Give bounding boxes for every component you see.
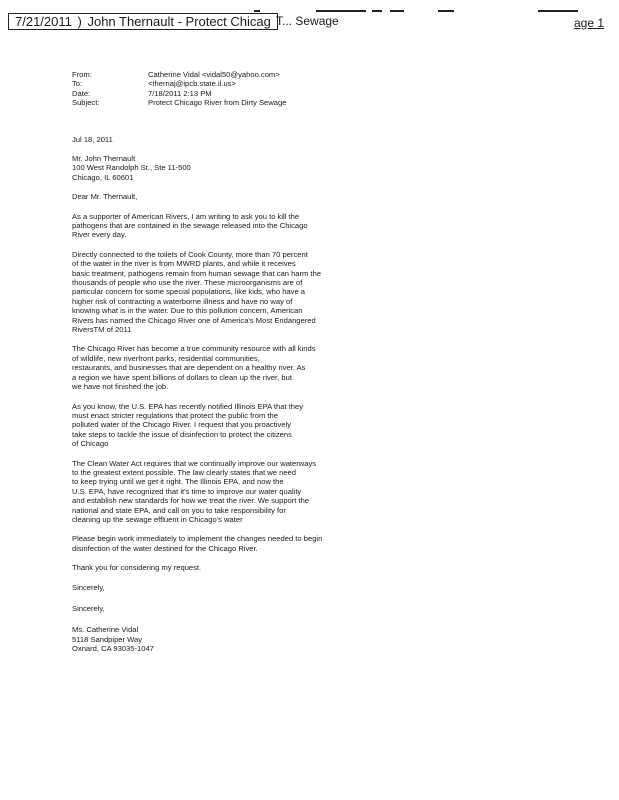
fax-mark <box>538 10 578 12</box>
body-line: cleaning up the sewage effluent in Chicago's water <box>72 514 243 524</box>
fax-date: 7/21/2011 <box>15 14 72 29</box>
paragraph-5 <box>72 459 372 525</box>
meta-key: Date: <box>72 88 91 98</box>
body-line: RiversTM of 2011 <box>72 325 132 335</box>
body-line: restaurants, and businesses that are dependent on a healthy river. As <box>72 363 306 373</box>
body-line: national and state EPA, and call on you to take responsibility for <box>72 505 286 515</box>
recipient-address <box>72 154 372 182</box>
body-line: and establish new standards for how we treat the river. We support the <box>72 496 310 506</box>
letter-date: Jul 18, 2011 <box>72 134 113 144</box>
salutation: Dear Mr. Thernault, <box>72 192 138 202</box>
meta-value: <thernaj@ipcb.state.il.us> <box>148 79 236 89</box>
fax-sender: John Thernault <box>87 14 174 29</box>
body-line: to the greatest extent possible. The law clearly states that we need <box>72 467 297 477</box>
body-line: The Chicago River has become a true community resource with all kinds <box>72 344 316 354</box>
fax-dash: - <box>177 14 186 29</box>
body-line: we have not finished the job. <box>72 382 169 392</box>
paragraph-3 <box>72 344 372 391</box>
body-line: Directly connected to the toilets of Cook County, more than 70 percent <box>72 249 308 259</box>
fax-mark <box>438 10 454 12</box>
fax-mark <box>390 10 404 12</box>
fax-title-fragment: Protect Chicag <box>185 14 271 29</box>
signature-block <box>72 625 372 653</box>
fax-mid-subject: Sewage <box>295 14 339 28</box>
letter-document <box>72 70 372 664</box>
body-line: polluted water of the Chicago River. I request that you proactively <box>72 420 292 430</box>
meta-key: From: <box>72 70 92 79</box>
body-line: basic treatment, pathogens remain from human sewage that can harm the <box>72 268 322 278</box>
body-line: knowing what is in the water. Due to this pollution concern, American <box>72 306 303 316</box>
signature-line: Ms. Catherine Vidal <box>72 625 139 635</box>
fax-header-box <box>8 13 278 30</box>
body-line: U.S. EPA, have recognized that it's time to improve our water quality <box>72 486 302 496</box>
paragraph-7 <box>72 563 372 572</box>
paragraph-2 <box>72 250 372 335</box>
body-line: Rivers has named the Chicago River one of America's Most Endangered <box>72 315 316 325</box>
closing-first: Sincerely, <box>72 582 105 592</box>
meta-from <box>72 70 372 79</box>
body-line: Please begin work immediately to implement the changes needed to begin <box>72 534 323 544</box>
signature-line: 5118 Sandpiper Way <box>72 634 143 644</box>
paragraph-6 <box>72 534 372 553</box>
body-line: As a supporter of American Rivers, I am writing to ask you to kill the <box>72 211 300 221</box>
body-line: As you know, the U.S. EPA has recently notified Illinois EPA that they <box>72 401 304 411</box>
meta-value: Catherine Vidal <vidal50@yahoo.com> <box>148 70 280 79</box>
body-line: River every day. <box>72 230 127 240</box>
body-line: higher risk of contracting a waterborne illness and have no way of <box>72 296 293 306</box>
address-line: Chicago, IL 60601 <box>72 172 134 182</box>
body-line: of Chicago <box>72 439 109 449</box>
paragraph-4 <box>72 402 372 449</box>
body-line: take steps to tackle the issue of disinfection to protect the citizens <box>72 429 292 439</box>
fax-mark <box>372 10 382 12</box>
paragraph-1 <box>72 212 372 240</box>
fax-page-number: age 1 <box>573 16 604 30</box>
address-line: Mr. John Thernault <box>72 153 136 163</box>
signature-line: Oxnard, CA 93035-1047 <box>72 644 154 654</box>
body-line: The Clean Water Act requires that we continually improve our waterways <box>72 458 317 468</box>
email-meta <box>72 70 372 108</box>
meta-to <box>72 79 372 88</box>
body-line: of wildlife, new riverfront parks, residential communities, <box>72 353 260 363</box>
meta-date <box>72 89 372 98</box>
body-line: pathogens that are contained in the sewage released into the Chicago <box>72 221 308 230</box>
meta-subject <box>72 98 372 107</box>
body-line: Thank you for considering my request. <box>72 563 202 573</box>
body-line: particular concern for some special populations, like kids, who have a <box>72 287 305 297</box>
body-line: must enact stricter regulations that protect the public from the <box>72 410 278 420</box>
body-line: a region we have spent billions of dollars to clean up the river, but <box>72 372 292 382</box>
fax-mid-text <box>276 14 339 28</box>
closing-second: Sincerely, <box>72 604 105 613</box>
body-line: disinfection of the water destined for the Chicago River. <box>72 543 258 553</box>
address-line: 100 West Randolph St., Ste 11-500 <box>72 163 191 173</box>
fax-mid-prefix: T... <box>276 14 293 28</box>
meta-key: Subject: <box>72 98 100 108</box>
body-line: thousands of people who use the river. These microorganisms are of <box>72 278 303 288</box>
body-line: of the water in the river is from MWRD plants, and while it receives <box>72 259 296 269</box>
meta-value: 7/18/2011 2:13 PM <box>148 88 212 98</box>
fax-separator: ) <box>77 14 82 29</box>
meta-value: Protect Chicago River from Dirty Sewage <box>148 98 287 108</box>
body-line: to keep trying until we get it right. The Illinois EPA, and now the <box>72 477 284 487</box>
fax-header <box>8 10 608 32</box>
fax-mark <box>316 10 366 12</box>
fax-mark <box>254 10 260 12</box>
meta-key: To: <box>72 79 83 89</box>
